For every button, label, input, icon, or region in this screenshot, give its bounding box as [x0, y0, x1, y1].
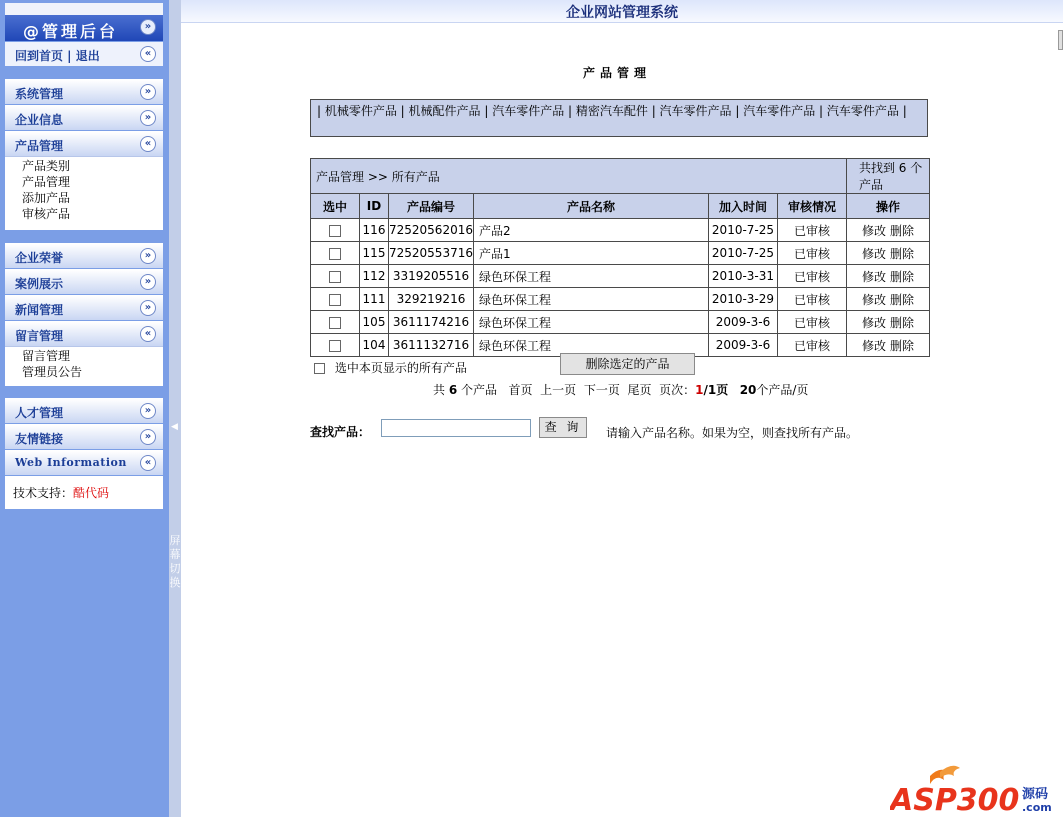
search-input[interactable] [381, 419, 531, 437]
sidebar-item-message-manage[interactable]: 留言管理 [22, 349, 71, 363]
menu-cases[interactable] [5, 269, 163, 294]
sidebar-item-add-product[interactable]: 添加产品 [22, 191, 71, 205]
row-status: 已审核 [777, 242, 846, 265]
delete-link[interactable]: 删除 [889, 315, 914, 330]
sidebar-item-review-product[interactable]: 审核产品 [22, 207, 71, 221]
row-checkbox[interactable] [329, 248, 341, 260]
pager-total-post: 个产品 [461, 383, 498, 397]
category-links[interactable]: | 机械零件产品 | 机械配件产品 | 汽车零件产品 | 精密汽车配件 | 汽车零件产品 | 汽车零件产品 | 汽车零件产品 | [317, 104, 907, 118]
col-actions: 操作 [846, 194, 929, 219]
row-actions [846, 265, 929, 288]
row-id: 105 [360, 311, 389, 334]
menu-honors-label: 企业荣誉 [15, 251, 64, 265]
pager-last[interactable]: 尾页 [627, 383, 652, 397]
row-date: 2010-7-25 [708, 219, 777, 242]
chevron-down-icon[interactable]: » [140, 110, 156, 126]
found-count: 共找到 6 个产品 [846, 159, 929, 194]
row-name: 绿色环保工程 [473, 288, 708, 311]
products-submenu [5, 156, 163, 230]
product-table [310, 158, 930, 357]
row-select-cell [311, 242, 360, 265]
row-checkbox[interactable] [329, 317, 341, 329]
pager-page-pre: 页次： [659, 383, 696, 397]
row-id: 116 [360, 219, 389, 242]
category-bar [310, 99, 928, 137]
row-date: 2010-3-31 [708, 265, 777, 288]
delete-link[interactable]: 删除 [889, 292, 914, 307]
menu-news-label: 新闻管理 [15, 303, 64, 317]
col-id: ID [360, 194, 389, 219]
row-id: 111 [360, 288, 389, 311]
breadcrumb: 产品管理 >> 所有产品 [311, 159, 847, 194]
sidebar [0, 0, 169, 817]
row-name: 产品2 [473, 219, 708, 242]
menu-talent-label: 人才管理 [15, 406, 64, 420]
pager-first[interactable]: 首页 [508, 383, 533, 397]
pager-per-page: 20 [739, 383, 757, 397]
menu-web-information-label: Web Information [15, 456, 127, 469]
row-select-cell [311, 219, 360, 242]
row-select-cell [311, 311, 360, 334]
support-label: 技术支持： [13, 486, 74, 500]
row-checkbox[interactable] [329, 294, 341, 306]
pager-total: 6 [448, 383, 458, 397]
collapse-icon[interactable]: » [140, 19, 156, 35]
delete-selected-button[interactable]: 删除选定的产品 [560, 353, 695, 375]
chevron-up-icon[interactable]: « [140, 326, 156, 342]
delete-link[interactable]: 删除 [889, 223, 914, 238]
row-status: 已审核 [777, 334, 846, 357]
row-name: 绿色环保工程 [473, 311, 708, 334]
row-actions [846, 242, 929, 265]
select-all-label: 选中本页显示的所有产品 [334, 361, 467, 375]
row-checkbox[interactable] [329, 225, 341, 237]
menu-products-label: 产品管理 [15, 139, 64, 153]
row-checkbox[interactable] [329, 271, 341, 283]
admin-panel-title: @管理后台 [23, 22, 119, 41]
row-code: 72520562016 [389, 219, 474, 242]
pager-next[interactable]: 下一页 [583, 383, 620, 397]
collapse-sidebar-icon[interactable]: ◀ [171, 422, 178, 432]
menu-messages[interactable] [5, 321, 163, 346]
page-title: 产品管理 [583, 66, 652, 80]
delete-link[interactable]: 删除 [889, 338, 914, 353]
row-date: 2009-3-6 [708, 311, 777, 334]
pager-total-pre: 共 [433, 383, 446, 397]
menu-company-info[interactable] [5, 105, 163, 130]
menu-honors[interactable] [5, 243, 163, 268]
messages-submenu [5, 346, 163, 386]
edit-link[interactable]: 修改 [861, 338, 886, 353]
web-information-box [5, 476, 163, 509]
row-select-cell [311, 288, 360, 311]
row-actions [846, 219, 929, 242]
top-bar [181, 0, 1063, 23]
row-date: 2010-7-25 [708, 242, 777, 265]
screen-toggle-text[interactable]: 屏幕切换 [169, 534, 181, 589]
row-code: 72520553716 [389, 242, 474, 265]
chevron-down-icon[interactable]: » [140, 84, 156, 100]
logo-text: ASP300 [890, 783, 1020, 816]
admin-panel-header[interactable] [5, 15, 163, 41]
sidebar-item-product-category[interactable]: 产品类别 [22, 159, 71, 173]
pager-prev[interactable]: 上一页 [540, 383, 577, 397]
table-row [311, 265, 930, 288]
row-status: 已审核 [777, 265, 846, 288]
home-logout-bar [5, 42, 163, 66]
col-code: 产品编号 [389, 194, 474, 219]
pager-current: 1 [695, 383, 704, 397]
row-status: 已审核 [777, 219, 846, 242]
chevron-left-icon[interactable]: « [140, 46, 156, 62]
sidebar-item-admin-notice[interactable]: 管理员公告 [22, 365, 83, 379]
row-code: 3611174216 [389, 311, 474, 334]
chevron-up-icon[interactable]: « [140, 136, 156, 152]
row-actions [846, 334, 929, 357]
row-id: 115 [360, 242, 389, 265]
pager-per-page-post: 个产品/页 [756, 383, 809, 397]
row-id: 104 [360, 334, 389, 357]
sidebar-top-cap [5, 3, 163, 15]
chevron-down-icon[interactable]: » [140, 274, 156, 290]
delete-link[interactable]: 删除 [889, 246, 914, 261]
row-code: 3611132716 [389, 334, 474, 357]
chevron-down-icon[interactable]: » [140, 403, 156, 419]
row-select-cell [311, 265, 360, 288]
select-all[interactable] [314, 359, 467, 376]
menu-news[interactable] [5, 295, 163, 320]
row-actions [846, 311, 929, 334]
row-checkbox[interactable] [329, 340, 341, 352]
row-code: 3319205516 [389, 265, 474, 288]
col-date: 加入时间 [708, 194, 777, 219]
menu-talent[interactable] [5, 398, 163, 423]
search-button[interactable]: 查 询 [539, 417, 587, 438]
select-all-checkbox[interactable] [314, 363, 325, 374]
logo-sub: 源码 [1022, 787, 1049, 802]
pager [433, 381, 808, 398]
edit-link[interactable]: 修改 [861, 292, 886, 307]
chevron-down-icon[interactable]: » [140, 300, 156, 316]
row-date: 2009-3-6 [708, 334, 777, 357]
col-select: 选中 [311, 194, 360, 219]
col-status: 审核情况 [777, 194, 846, 219]
home-logout-links[interactable]: 回到首页 | 退出 [15, 49, 100, 63]
row-id: 112 [360, 265, 389, 288]
pager-total-pages: /1页 [703, 383, 729, 397]
row-actions [846, 288, 929, 311]
screen-toggle-bar[interactable] [169, 0, 181, 817]
app-title: 企业网站管理系统 [566, 5, 678, 21]
chevron-up-icon[interactable]: « [140, 455, 156, 471]
search-hint: 请输入产品名称。如果为空，则查找所有产品。 [606, 426, 859, 440]
table-row [311, 288, 930, 311]
menu-system-label: 系统管理 [15, 87, 64, 101]
edit-link[interactable]: 修改 [861, 269, 886, 284]
search-label: 查找产品： [310, 425, 371, 439]
row-name: 绿色环保工程 [473, 334, 708, 357]
sidebar-item-product-manage[interactable]: 产品管理 [22, 175, 71, 189]
row-select-cell [311, 334, 360, 357]
chevron-down-icon[interactable]: » [140, 429, 156, 445]
menu-web-information[interactable] [5, 450, 163, 475]
menu-company-info-label: 企业信息 [15, 113, 64, 127]
edit-link[interactable]: 修改 [861, 223, 886, 238]
delete-link[interactable]: 删除 [889, 269, 914, 284]
row-name: 绿色环保工程 [473, 265, 708, 288]
table-row [311, 242, 930, 265]
menu-friend-links[interactable] [5, 424, 163, 449]
menu-system[interactable] [5, 79, 163, 104]
menu-friend-links-label: 友情链接 [15, 432, 64, 446]
logo-domain: .com [1022, 801, 1052, 814]
row-status: 已审核 [777, 288, 846, 311]
support-link[interactable]: 酷代码 [73, 486, 110, 500]
row-code: 329219216 [389, 288, 474, 311]
edit-link[interactable]: 修改 [861, 246, 886, 261]
row-name: 产品1 [473, 242, 708, 265]
edit-link[interactable]: 修改 [861, 315, 886, 330]
row-date: 2010-3-29 [708, 288, 777, 311]
row-status: 已审核 [777, 311, 846, 334]
menu-products[interactable] [5, 131, 163, 156]
asp300-logo [890, 764, 1060, 816]
table-row [311, 219, 930, 242]
table-row [311, 311, 930, 334]
menu-cases-label: 案例展示 [15, 277, 64, 291]
scrollbar[interactable] [1058, 30, 1063, 50]
menu-messages-label: 留言管理 [15, 329, 64, 343]
col-name: 产品名称 [473, 194, 708, 219]
chevron-down-icon[interactable]: » [140, 248, 156, 264]
